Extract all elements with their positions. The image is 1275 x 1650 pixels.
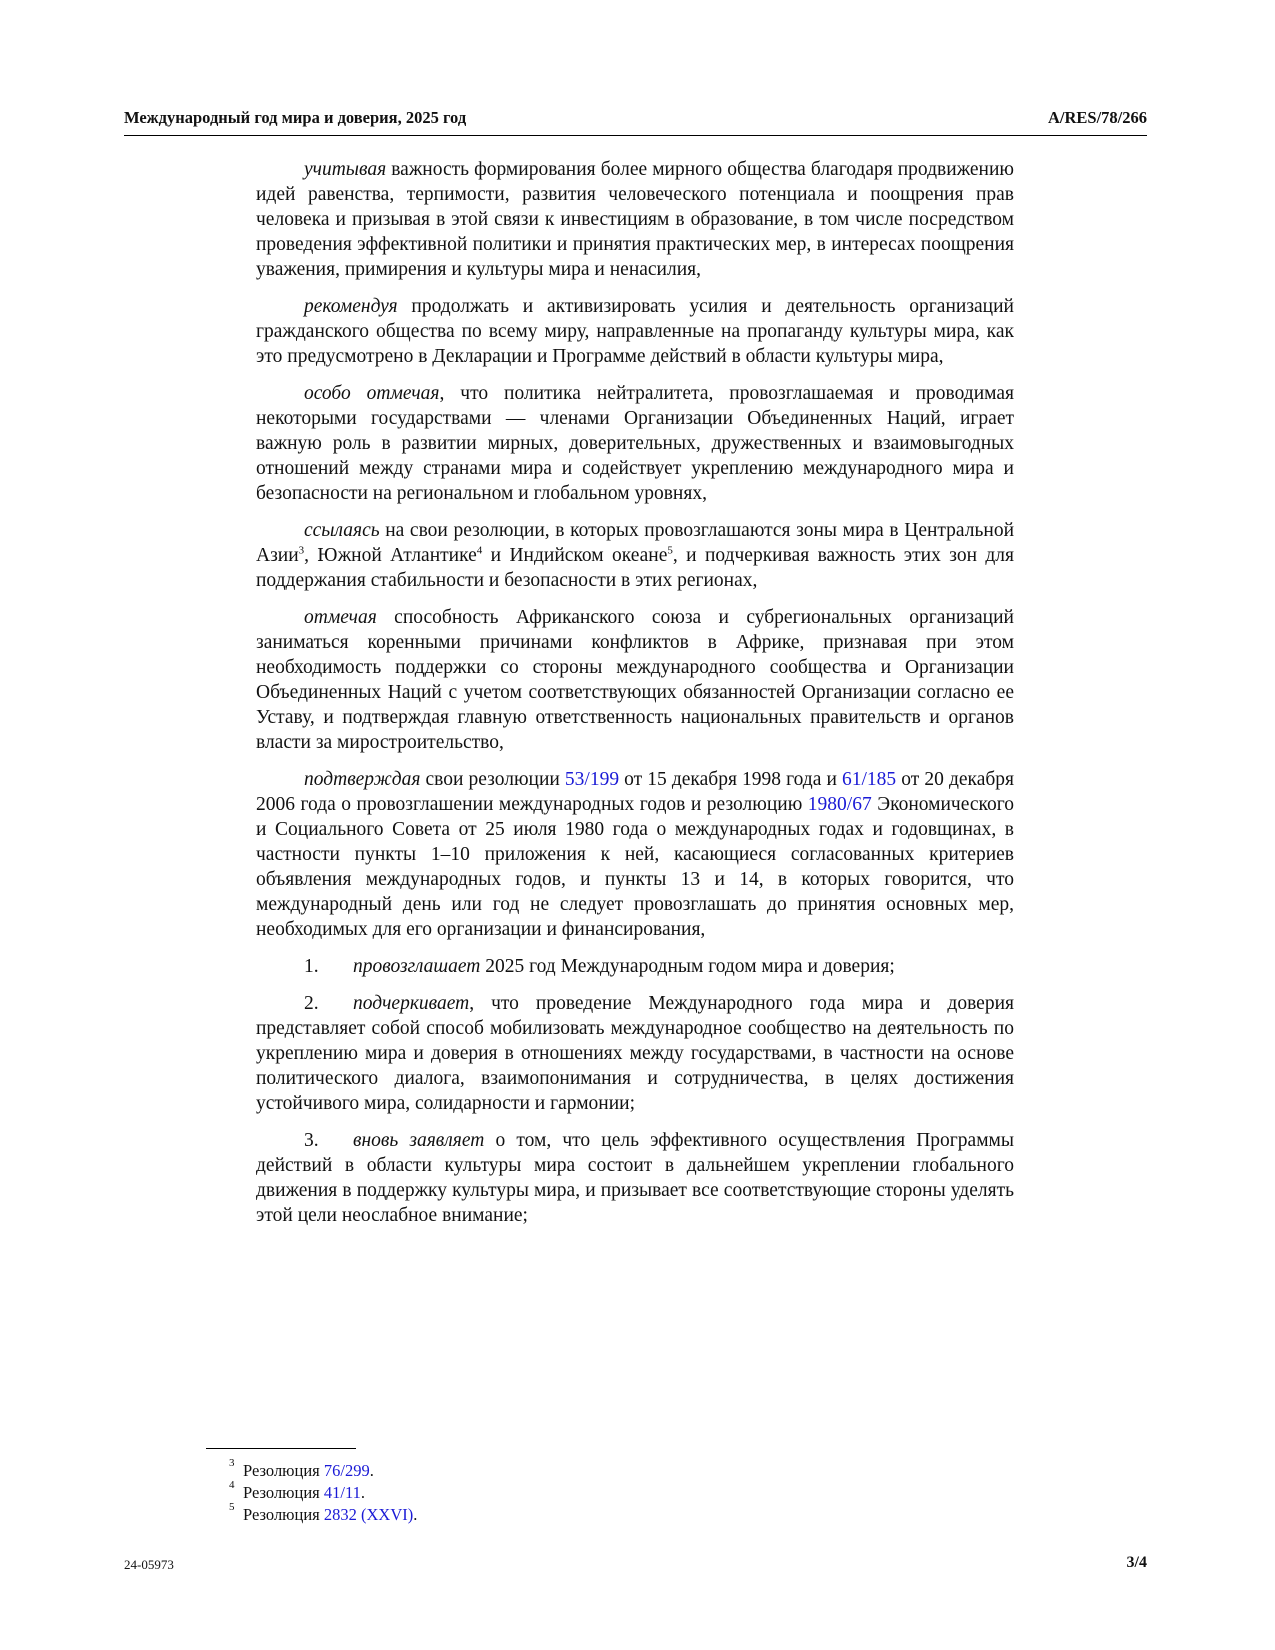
paragraph-text: , Южной Атлантике [304,545,477,566]
paragraph-text: способность Африканского союза и субрегиональных организаций заниматься коренными причинами конфликтов в Африке, признавая при этом необходимость поддержки со стороны международного сообщества и Организации Объединенных Наций с учетом соответствующих обязанностей Организации согласно ее Уставу, и подтверждая главную ответственность национальных правительств и органов власти за миростроительство, [256,607,1014,753]
operative-verb: рекомендуя [304,296,398,317]
document-number: 24-05973 [124,1557,174,1572]
footnote-link[interactable]: 41/11 [323,1483,361,1502]
document-symbol: A/RES/78/266 [1047,108,1147,127]
operative-paragraph [256,954,1014,979]
operative-verb: ссылаясь [304,520,380,541]
paragraph-number: 1. [304,956,319,977]
resolution-link[interactable]: 1980/67 [807,794,872,815]
paragraph-text: , и подчеркивая важность этих зон для поддержания стабильности и безопасности в этих регионах, [256,545,1015,591]
preamble-paragraph [256,605,1014,755]
operative-verb: отмечая [304,607,377,628]
footnote-ref[interactable]: 4 [476,544,483,557]
paragraph-text: продолжать и активизировать усилия и деятельность организаций гражданского общества по всему миру, направленные на пропаганду культуры мира, как это предусмотрено в Декларации и Программе действий в области культуры мира, [256,296,1014,367]
resolution-body [256,157,1014,1240]
operative-paragraph [256,1128,1014,1228]
footnote-text: Резолюция [243,1461,324,1480]
footnote-item: 4 Резолюция 41/11. [229,1479,365,1502]
operative-verb: вновь заявляет [353,1130,485,1151]
footnote-text: Резолюция [243,1505,324,1524]
paragraph-number: 3. [304,1130,319,1151]
footnote-item: 3 Резолюция 76/299. [229,1457,374,1480]
resolution-link[interactable]: 61/185 [841,769,897,790]
page-number: 3/4 [1126,1554,1147,1571]
preamble-paragraph [256,381,1014,506]
preamble-paragraph [256,294,1014,369]
paragraph-text: , что политика нейтралитета, провозглашаемая и проводимая некоторыми государствами — членами Организации Объединенных Наций, играет важную роль в развитии мирных, доверительных, дружественных и взаимовыгодных отношений между странами мира и содействует укреплению международного мира и безопасности на региональном и глобальном уровнях, [256,383,1014,504]
paragraph-text: Экономического и Социального Совета от 25 июля 1980 года о международных годах и годовщинах, в частности пункты 1–10 приложения к ней, касающиеся согласованных критериев объявления международных годов, и пункты 13 и 14, в которых говорится, что международный день или год не следует провозглашать до принятия основных мер, необходимых для его организации и финансирования, [256,794,1015,940]
operative-verb: учитывая [304,159,387,180]
paragraph-text: свои резолюции [420,769,565,790]
operative-verb: подтверждая [304,769,421,790]
footnote-ref[interactable]: 3 [298,544,305,557]
paragraph-text: от 15 декабря 1998 года и [619,769,842,790]
footnote-item: 5 Резолюция 2832 (XXVI). [229,1501,418,1524]
footnote-ref[interactable]: 5 [667,544,673,557]
footnote-end: . [413,1505,418,1524]
running-header [124,105,1147,136]
preamble-paragraph [256,518,1014,593]
paragraph-text: от 20 декабря 2006 года о провозглашении международных годов и резолюцию [256,769,1014,815]
operative-verb: провозглашает [353,956,481,977]
operative-verb: особо отмечая [304,383,440,404]
footnote-divider [206,1448,356,1449]
paragraph-text: и Индийском океане [482,545,668,566]
footnote-text: Резолюция [243,1483,324,1502]
paragraph-text: на свои резолюции, в которых провозглашаются зоны мира в Центральной Азии [256,520,1014,566]
preamble-paragraph [256,157,1014,282]
paragraph-text: , что проведение Международного года мира и доверия представляет собой способ мобилизовать международное сообщество на деятельность по укреплению мира и доверия в отношениях между государствами, в частности на основе политического диалога, взаимопонимания и сотрудничества, в целях достижения устойчивого мира, солидарности и гармонии; [256,993,1014,1114]
paragraph-number: 2. [304,993,319,1014]
footnote-end: . [360,1483,365,1502]
preamble-paragraph [256,767,1014,942]
footnotes [229,1457,418,1526]
paragraph-text: 2025 год Международным годом мира и доверия; [480,956,895,977]
document-title: Международный год мира и доверия, 2025 год [124,108,467,127]
paragraph-text: важность формирования более мирного общества благодаря продвижению идей равенства, терпимости, развития человеческого потенциала и поощрения прав человека и призывая в этой связи к инвестициям в образование, в том числе посредством проведения эффективной политики и принятия практических мер, в интересах поощрения уважения, примирения и культуры мира и ненасилия, [256,159,1014,280]
footnote-link[interactable]: 2832 (XXVI) [323,1505,414,1524]
footnote-link[interactable]: 76/299 [323,1461,370,1480]
operative-verb: подчеркивает [353,993,470,1014]
operative-paragraph [256,991,1014,1116]
footnote-end: . [369,1461,374,1480]
resolution-link[interactable]: 53/199 [564,769,620,790]
paragraph-text: о том, что цель эффективного осуществления Программы действий в области культуры мира состоит в дальнейшем укреплении глобального движения в поддержку культуры мира, и призывает все соответствующие стороны уделять этой цели неослабное внимание; [256,1130,1014,1226]
